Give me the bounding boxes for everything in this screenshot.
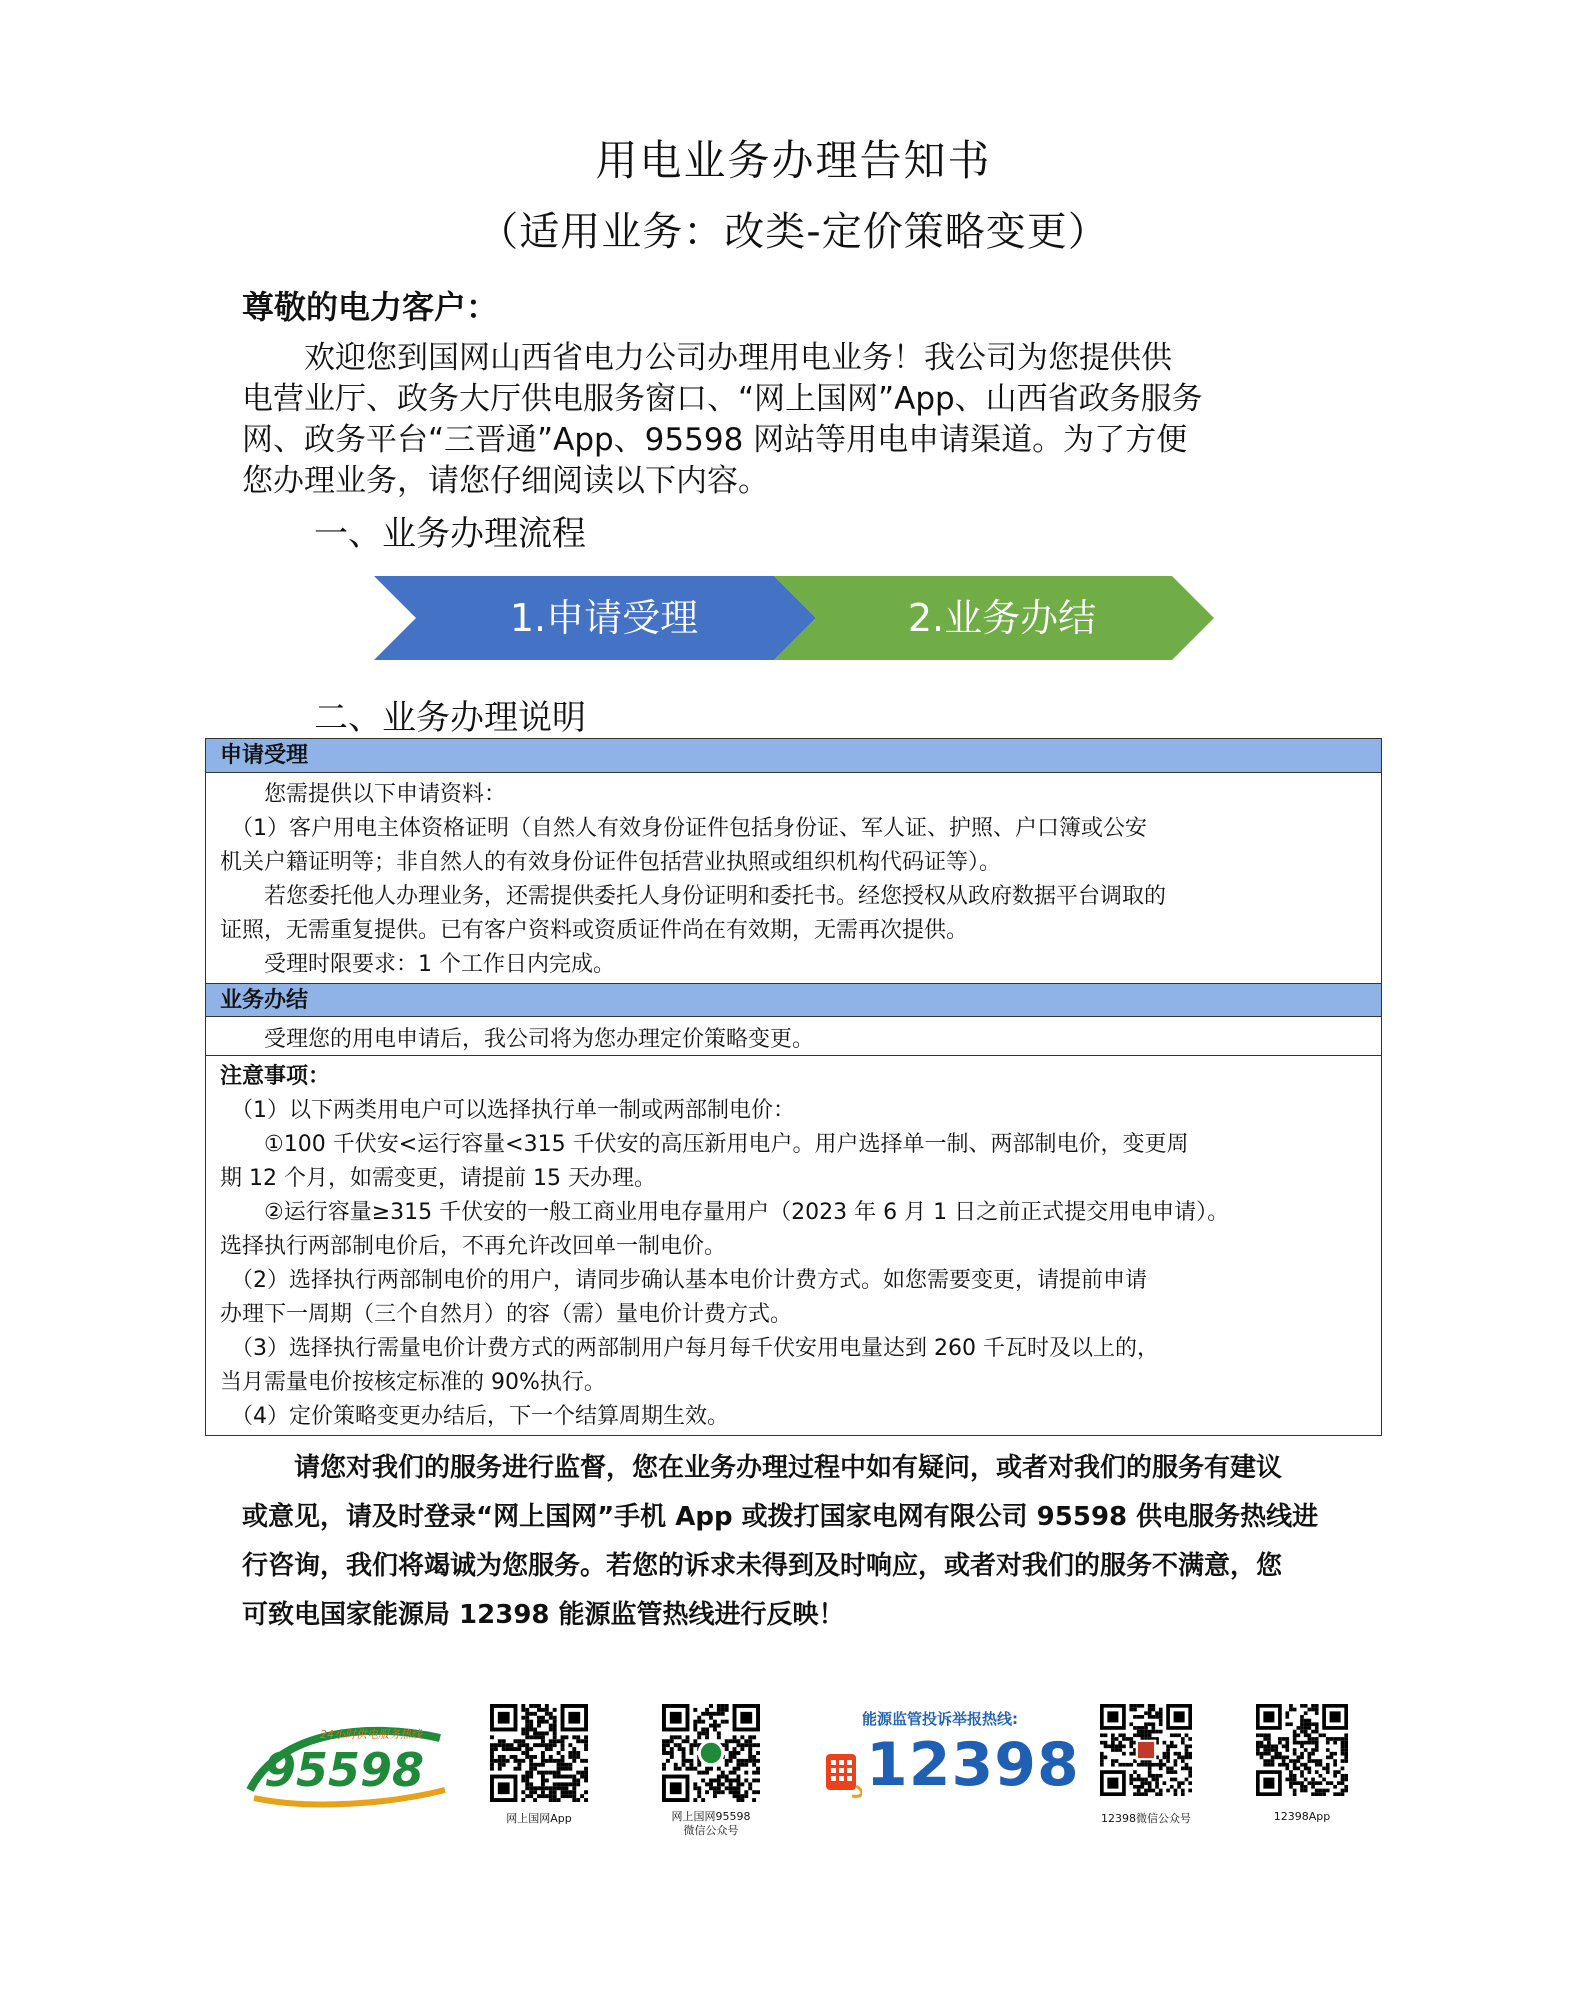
band-application: 申请受理 — [206, 739, 1381, 773]
logo-95598 — [240, 1720, 460, 1810]
flow-step-2-label: 2.业务办结 — [907, 596, 1097, 640]
panel-line: 您需提供以下申请资料： — [220, 782, 507, 807]
phone-icon — [822, 1740, 862, 1798]
panel-line: 选择执行两部制电价后，不再允许改回单一制电价。 — [220, 1234, 727, 1259]
qr-12398-app-caption: 12398App — [1273, 1810, 1331, 1823]
qr-wechat-caption-line: 网上国网95598 — [671, 1810, 751, 1823]
intro-line: 欢迎您到国网山西省电力公司办理用电业务！我公司为您提供供 — [242, 340, 1172, 376]
qr-center-logo — [699, 1741, 723, 1765]
supervision-line: 行咨询，我们将竭诚为您服务。若您的诉求未得到及时响应，或者对我们的服务不满意，您 — [242, 1551, 1283, 1581]
page-subtitle: （适用业务：改类-定价策略变更） — [478, 209, 1109, 255]
qr-wechat-caption-line: 微信公众号 — [683, 1824, 739, 1837]
panel-line: 受理您的用电申请后，我公司将为您办理定价策略变更。 — [220, 1027, 815, 1052]
intro-line: 网、政务平台“三晋通”App、95598 网站等用电申请渠道。为了方便 — [242, 422, 1188, 458]
panel-divider — [206, 1055, 1381, 1056]
panel-line: 若您委托他人办理业务，还需提供委托人身份证明和委托书。经您授权从政府数据平台调取的 — [220, 884, 1167, 909]
panel-line: 受理时限要求：1 个工作日内完成。 — [220, 952, 615, 977]
supervision-line: 可致电国家能源局 12398 能源监管热线进行反映！ — [242, 1600, 845, 1630]
info-panel — [205, 738, 1382, 1436]
section-heading-flow: 一、业务办理流程 — [314, 514, 586, 554]
panel-line: 期 12 个月，如需变更，请提前 15 天办理。 — [220, 1166, 656, 1191]
supervision-line: 或意见，请及时登录“网上国网”手机 App 或拨打国家电网有限公司 95598 供电服务热线进 — [242, 1502, 1319, 1532]
logo-95598-caption: 24小时供电服务热线 — [320, 1728, 422, 1741]
intro-paragraph — [242, 338, 1342, 502]
page-title: 用电业务办理告知书 — [595, 136, 992, 185]
hotline-number: 12398 — [866, 1730, 1080, 1800]
supervision-notice — [242, 1444, 1350, 1640]
band-completion: 业务办结 — [206, 983, 1381, 1017]
panel-line: 当月需量电价按核定标准的 90%执行。 — [220, 1370, 606, 1395]
qr-code-app — [490, 1704, 588, 1802]
supervision-line: 请您对我们的服务进行监督，您在业务办理过程中如有疑问，或者对我们的服务有建议 — [242, 1453, 1283, 1483]
panel-line: （3）选择执行需量电价计费方式的两部制用户每月每千伏安用电量达到 260 千瓦时及以上的， — [220, 1336, 1159, 1361]
footer-strip — [240, 1700, 1370, 1850]
panel-line: （4）定价策略变更办结后，下一个结算周期生效。 — [220, 1404, 729, 1429]
section-heading-description: 二、业务办理说明 — [314, 698, 586, 738]
panel-line: （2）选择执行两部制电价的用户，请同步确认基本电价计费方式。如您需要变更，请提前申请 — [220, 1268, 1148, 1293]
panel-line: 证照，无需重复提供。已有客户资料或资质证件尚在有效期，无需再次提供。 — [220, 918, 969, 943]
qr-code-12398-app — [1256, 1704, 1348, 1796]
qr-code-wechat — [662, 1704, 760, 1802]
qr-app-caption: 网上国网App — [506, 1812, 572, 1825]
intro-line: 您办理业务，请您仔细阅读以下内容。 — [242, 463, 769, 499]
hotline-label: 能源监管投诉举报热线: — [862, 1710, 1018, 1728]
flow-step-1-label: 1.申请受理 — [509, 596, 699, 640]
panel-line: （1）客户用电主体资格证明（自然人有效身份证件包括身份证、军人证、护照、户口簿或公安 — [220, 816, 1148, 841]
panel-line: ②运行容量≥315 千伏安的一般工商业用电存量用户（2023 年 6 月 1 日之前正式提交用电申请）。 — [220, 1200, 1230, 1225]
logo-95598-number: 95598 — [264, 1743, 425, 1797]
notes-title: 注意事项： — [220, 1064, 331, 1089]
qr-wechat-caption — [662, 1810, 760, 1838]
salutation: 尊敬的电力客户： — [242, 288, 499, 326]
panel-line: 办理下一周期（三个自然月）的容（需）量电价计费方式。 — [220, 1302, 793, 1327]
process-flow — [374, 576, 1214, 660]
intro-line: 电营业厅、政务大厅供电服务窗口、“网上国网”App、山西省政务服务 — [242, 381, 1203, 417]
panel-line: （1）以下两类用电户可以选择执行单一制或两部制电价： — [220, 1098, 795, 1123]
qr-center-logo — [1137, 1741, 1155, 1759]
panel-line: ①100 千伏安<运行容量<315 千伏安的高压新用电户。用户选择单一制、两部制电价，变更周 — [220, 1132, 1189, 1157]
qr-12398-wechat-caption: 12398微信公众号 — [1101, 1812, 1191, 1825]
qr-code-12398-wechat — [1100, 1704, 1192, 1796]
panel-line: 机关户籍证明等；非自然人的有效身份证件包括营业执照或组织机构代码证等）。 — [220, 850, 1002, 875]
